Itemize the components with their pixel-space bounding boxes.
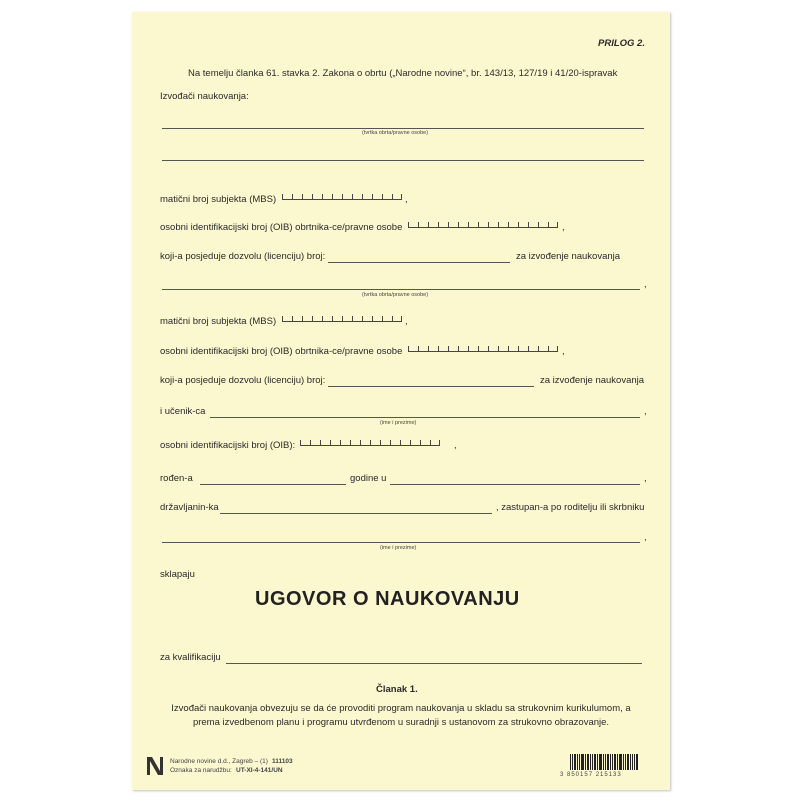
license-number-line-2[interactable] bbox=[328, 386, 534, 387]
comma: , bbox=[644, 406, 647, 417]
comma: , bbox=[405, 194, 408, 205]
attachment-label: PRILOG 2. bbox=[598, 38, 645, 49]
company-line-1[interactable] bbox=[162, 128, 644, 129]
license-number-line-1[interactable] bbox=[328, 262, 510, 263]
mbs-label-1: matični broj subjekta (MBS) bbox=[160, 194, 277, 205]
company-hint-2: (tvrtka obrta/pravne osobe) bbox=[362, 292, 429, 298]
comma: , bbox=[644, 279, 647, 290]
qualification-label: za kvalifikaciju bbox=[160, 652, 221, 663]
publisher-text: Narodne novine d.d., Zagreb – (1) bbox=[170, 758, 268, 765]
citizenship-line[interactable] bbox=[220, 513, 492, 514]
oib-company-boxes-1[interactable] bbox=[408, 216, 558, 228]
guardian-suffix: , zastupan-a po roditelju ili skrbniku bbox=[496, 502, 645, 513]
born-label: rođen-a bbox=[160, 473, 193, 484]
comma: , bbox=[405, 316, 408, 327]
mbs-boxes-2[interactable] bbox=[282, 310, 402, 322]
license-suffix-2: za izvođenje naukovanja bbox=[540, 375, 645, 386]
oib-company-label-2: osobni identifikacijski broj (OIB) obrtnika-ce/pravne osobe bbox=[160, 346, 403, 357]
company-line-3[interactable] bbox=[162, 289, 640, 290]
intro-text: Na temelju članka 61. stavka 2. Zakona o obrtu („Narodne novine“, br. 143/13, 127/19 i 41/20-ispravak bbox=[188, 68, 618, 79]
order-label: Oznaka za narudžbu: bbox=[170, 767, 232, 774]
student-name-line[interactable] bbox=[210, 417, 640, 418]
comma: , bbox=[454, 440, 457, 451]
company-hint-1: (tvrtka obrta/pravne osobe) bbox=[362, 130, 429, 136]
birth-date-line[interactable] bbox=[200, 484, 346, 485]
barcode bbox=[570, 754, 639, 770]
license-suffix-1: za izvođenje naukovanja bbox=[516, 251, 621, 262]
form-sheet bbox=[132, 12, 670, 790]
barcode-digits: 3 850157 215133 bbox=[560, 772, 622, 778]
name-hint-2: (ime i prezime) bbox=[380, 545, 417, 551]
guardian-name-line[interactable] bbox=[162, 542, 640, 543]
oib-boxes[interactable] bbox=[300, 434, 440, 446]
employer-label: Izvođači naukovanja: bbox=[160, 91, 249, 102]
year-label: godine u bbox=[350, 473, 387, 484]
document-title: UGOVOR O NAUKOVANJU bbox=[255, 588, 520, 610]
name-hint-1: (ime i prezime) bbox=[380, 420, 417, 426]
sklapaju-text: sklapaju bbox=[160, 569, 195, 580]
article-text-line-2: prema izvedbenom planu i programu utvrđenom u suradnji s ustanovom za strukovno obrazovanje. bbox=[192, 717, 610, 728]
qualification-line[interactable] bbox=[226, 663, 642, 664]
comma: , bbox=[644, 532, 647, 543]
citizen-label: državljanin-ka bbox=[160, 502, 219, 513]
publication-code: 111103 bbox=[272, 758, 293, 765]
oib-company-label-1: osobni identifikacijski broj (OIB) obrtnika-ce/pravne osobe bbox=[160, 222, 403, 233]
comma: , bbox=[562, 222, 565, 233]
company-line-2[interactable] bbox=[162, 160, 644, 161]
comma: , bbox=[644, 473, 647, 484]
comma: , bbox=[562, 346, 565, 357]
student-label: i učenik-ca bbox=[160, 406, 206, 417]
mbs-boxes-1[interactable] bbox=[282, 188, 402, 200]
article-title: Članak 1. bbox=[376, 684, 418, 695]
mbs-label-2: matični broj subjekta (MBS) bbox=[160, 316, 277, 327]
oib-company-boxes-2[interactable] bbox=[408, 340, 558, 352]
birth-place-line[interactable] bbox=[390, 484, 640, 485]
publisher-logo-icon bbox=[146, 756, 166, 776]
license-label-1: koji-a posjeduje dozvolu (licenciju) broj: bbox=[160, 251, 326, 262]
article-text-line-1: Izvođači naukovanja obvezuju se da će provoditi program naukovanja u skladu sa strukovnim kurikulumom, a bbox=[171, 703, 631, 714]
oib-label: osobni identifikacijski broj (OIB): bbox=[160, 440, 296, 451]
order-code: UT-XI-4-141/UN bbox=[236, 767, 283, 774]
license-label-2: koji-a posjeduje dozvolu (licenciju) broj: bbox=[160, 375, 326, 386]
